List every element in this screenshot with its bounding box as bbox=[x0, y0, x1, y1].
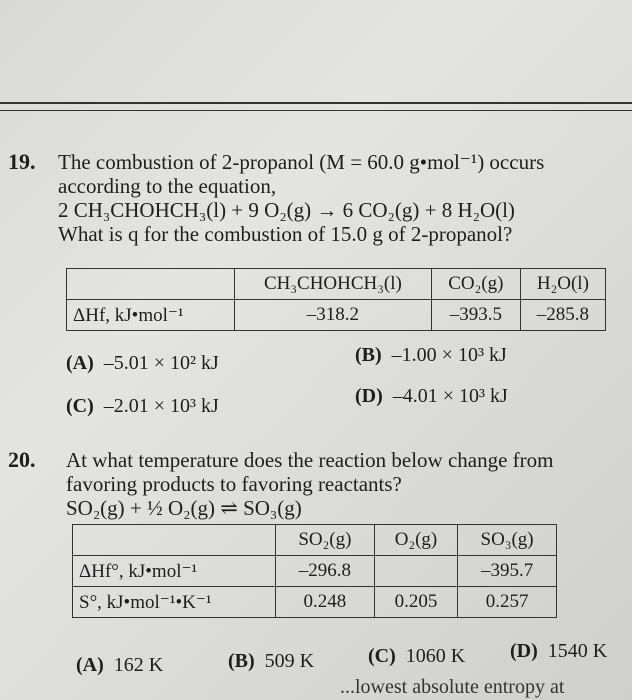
question-19 bbox=[8, 150, 618, 246]
choice-19-a bbox=[66, 352, 219, 375]
question-number: 19. bbox=[8, 149, 36, 174]
top-rule-thin bbox=[0, 110, 632, 111]
choice-letter: (C) bbox=[368, 645, 396, 667]
choice-text: 1540 K bbox=[547, 640, 608, 662]
table-header: CO₂(g) bbox=[431, 269, 520, 300]
table-header: H₂O(l) bbox=[520, 269, 605, 300]
table-cell bbox=[374, 556, 457, 587]
choice-letter: (B) bbox=[355, 344, 382, 366]
choice-19-d bbox=[355, 385, 508, 408]
table-header: SO₃(g) bbox=[458, 525, 557, 556]
table-cell: 0.257 bbox=[458, 587, 557, 618]
choice-20-c bbox=[368, 645, 465, 668]
choice-text: 1060 K bbox=[405, 645, 466, 667]
thermo-table-20 bbox=[72, 524, 557, 618]
table-cell: 0.205 bbox=[374, 587, 457, 618]
cut-off-next-question: ...lowest absolute entropy at bbox=[340, 676, 565, 698]
row-label: ΔHf°, kJ•mol⁻¹ bbox=[73, 556, 276, 587]
choice-text: –4.01 × 10³ kJ bbox=[392, 385, 508, 407]
table-cell: –285.8 bbox=[520, 300, 605, 331]
choice-text: 509 K bbox=[264, 650, 315, 672]
table-cell: –318.2 bbox=[235, 300, 432, 331]
choice-letter: (C) bbox=[66, 395, 94, 417]
question-line: according to the equation, bbox=[58, 174, 277, 198]
choice-19-b bbox=[355, 344, 507, 367]
table-row bbox=[73, 587, 557, 618]
equation: 2 CH₃CHOHCH₃(l) + 9 O₂(g) → 6 CO₂(g) + 8 H₂O(l) bbox=[58, 198, 515, 222]
question-line: At what temperature does the reaction below change from bbox=[66, 448, 554, 472]
row-label: S°, kJ•mol⁻¹•K⁻¹ bbox=[73, 587, 276, 618]
table-cell: –393.5 bbox=[431, 300, 520, 331]
question-number: 20. bbox=[8, 447, 36, 472]
table-cell bbox=[67, 269, 235, 300]
table-row bbox=[73, 556, 557, 587]
top-rule bbox=[0, 102, 632, 104]
question-20 bbox=[8, 448, 618, 520]
choice-20-b bbox=[228, 650, 314, 673]
table-header: CH₃CHOHCH₃(l) bbox=[235, 269, 432, 300]
equation: SO₂(g) + ½ O₂(g) ⇌ SO₃(g) bbox=[66, 496, 302, 520]
enthalpy-table-19 bbox=[66, 268, 606, 331]
choice-20-a bbox=[76, 654, 163, 677]
table-cell bbox=[73, 525, 276, 556]
choice-text: –1.00 × 10³ kJ bbox=[391, 344, 507, 366]
choice-19-c bbox=[66, 395, 219, 418]
choice-letter: (A) bbox=[76, 654, 104, 676]
choice-text: –2.01 × 10³ kJ bbox=[103, 395, 219, 417]
table-header: SO₂(g) bbox=[276, 525, 375, 556]
table-header-row bbox=[73, 525, 557, 556]
choice-20-d bbox=[510, 640, 607, 663]
question-line: favoring products to favoring reactants? bbox=[66, 472, 402, 496]
question-line: The combustion of 2-propanol (M = 60.0 g•mol⁻¹) occurs bbox=[58, 150, 545, 174]
table-cell: 0.248 bbox=[276, 587, 375, 618]
choice-letter: (A) bbox=[66, 352, 94, 374]
choice-text: 162 K bbox=[113, 654, 164, 676]
table-header: O₂(g) bbox=[374, 525, 457, 556]
table-cell: –395.7 bbox=[458, 556, 557, 587]
row-label: ΔHf, kJ•mol⁻¹ bbox=[67, 300, 235, 331]
question-prompt: What is q for the combustion of 15.0 g of 2-propanol? bbox=[58, 222, 513, 246]
choice-letter: (D) bbox=[510, 640, 538, 662]
choice-letter: (D) bbox=[355, 385, 383, 407]
choice-letter: (B) bbox=[228, 650, 255, 672]
table-row bbox=[67, 300, 606, 331]
table-header-row bbox=[67, 269, 606, 300]
table-cell: –296.8 bbox=[276, 556, 375, 587]
choice-text: –5.01 × 10² kJ bbox=[103, 352, 219, 374]
